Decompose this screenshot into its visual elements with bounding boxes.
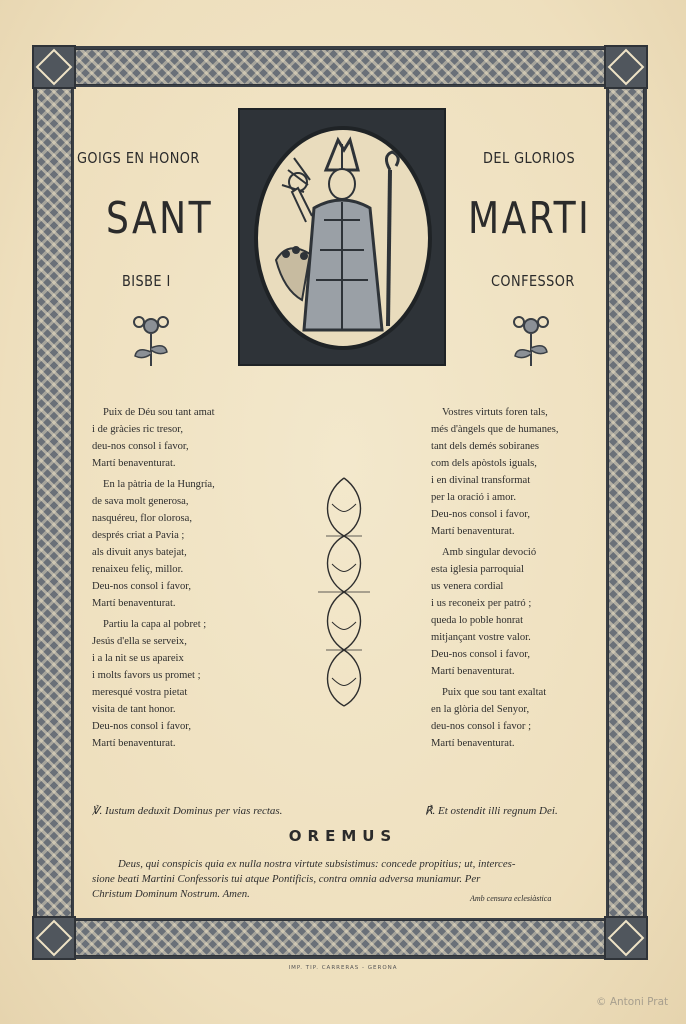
verse-line: en la glòria del Senyor, [431,704,530,715]
header-left-bottom: BISBE I [122,272,171,290]
oremus-heading: OREMUS [288,827,398,845]
versicle-text: ℣. Iustum deduxit Dominus per vias rectas. [92,805,283,817]
bishop-figure-icon [258,130,428,346]
verse-line: Martí benaventurat. [431,666,515,677]
verse-line: Puix que sou tant exaltat [442,687,547,698]
flower-ornament-icon [131,312,171,368]
verse-line: i en divinal transformat [431,475,531,486]
verse-line: Deu-nos consol i favor, [92,581,192,592]
verse-line: i a la nit se us apareix [92,653,184,664]
prayer-line: Christum Dominum Nostrum. Amen. [92,888,250,900]
verse-line: després criat a Pavia ; [92,530,185,541]
border-band-right [608,49,644,956]
corner-ornament-icon [32,916,76,960]
verse-line: Deu-nos consol i favor, [92,721,192,732]
header-right-top: DEL GLORIOS [483,149,576,167]
verse-line: Deu-nos consol i favor, [431,509,531,520]
calligraphic-flourish-icon [312,474,376,710]
verse-line: als divuit anys batejat, [92,547,187,558]
verse-line: En la pàtria de la Hungría, [103,479,215,490]
verse-line: meresqué vostra pietat [92,687,188,698]
verse-line: com dels apòstols iguals, [431,458,537,469]
verse-line: Martí benaventurat. [92,458,176,469]
printer-imprint: IMP. TIP. CARRERAS - GERONA [288,965,398,971]
verse-line: i molts favors us promet ; [92,670,201,681]
border-band-left [36,49,72,956]
verse-line: Jesús d'ella se serveix, [92,636,187,647]
border-band-bottom [36,920,644,956]
verse-line: deu-nos consol i favor, [92,441,189,452]
corner-ornament-icon [604,916,648,960]
verse-line: renaixeu feliç, millor. [92,564,184,575]
prayer-line: sione beati Martini Confessoris tui atque Pontificis, contra omnia adversa muniamur. Per [92,873,481,885]
verse-line: Martí benaventurat. [431,526,515,537]
verse-line: Partiu la capa al pobret ; [103,619,207,630]
verse-line: i us reconeix per patró ; [431,598,532,609]
verse-line: Deu-nos consol i favor, [431,649,531,660]
verse-line: Martí benaventurat. [92,598,176,609]
verse-line: visita de tant honor. [92,704,176,715]
copyright-watermark: © Antoni Prat [596,996,669,1008]
flower-ornament-icon [511,312,551,368]
corner-ornament-icon [32,45,76,89]
header-right-bottom: CONFESSOR [491,272,575,290]
verse-line: deu-nos consol i favor ; [431,721,532,732]
title-marti: MARTI [468,193,592,244]
censura-note: Amb censura eclesiàstica [470,894,552,903]
header-left-top: GOIGS EN HONOR [77,149,200,167]
response-text: ℟. Et ostendit illi regnum Dei. [425,805,558,817]
verse-line: de sava molt generosa, [92,496,189,507]
verse-line: us venera cordial [431,581,504,592]
border-band-top [36,49,644,85]
verse-line: mitjançant vostre valor. [431,632,531,643]
verse-line: Amb singular devoció [442,547,537,558]
title-sant: SANT [106,193,214,244]
verses-right-column [431,404,559,752]
verse-line: tant dels demés sobiranes [431,441,539,452]
verse-line: Vostres virtuts foren tals, [442,407,548,418]
verse-line: i de gràcies ric tresor, [92,424,184,435]
verse-line: esta iglesia parroquial [431,564,524,575]
saint-woodcut-image [238,108,446,366]
verse-line: Martí benaventurat. [431,738,515,749]
verse-line: Martí benaventurat. [92,738,176,749]
verse-line: per la oració i amor. [431,492,517,503]
verses-left-column [92,404,215,752]
verse-line: nasquéreu, flor olorosa, [92,513,193,524]
verse-line: Puix de Déu sou tant amat [103,407,215,418]
corner-ornament-icon [604,45,648,89]
verse-line: més d'àngels que de humanes, [431,424,559,435]
verse-line: queda lo poble honrat [431,615,524,626]
prayer-line: Deus, qui conspicis quia ex nulla nostra virtute subsistimus: concede propitius; ut, interces- [118,858,516,870]
